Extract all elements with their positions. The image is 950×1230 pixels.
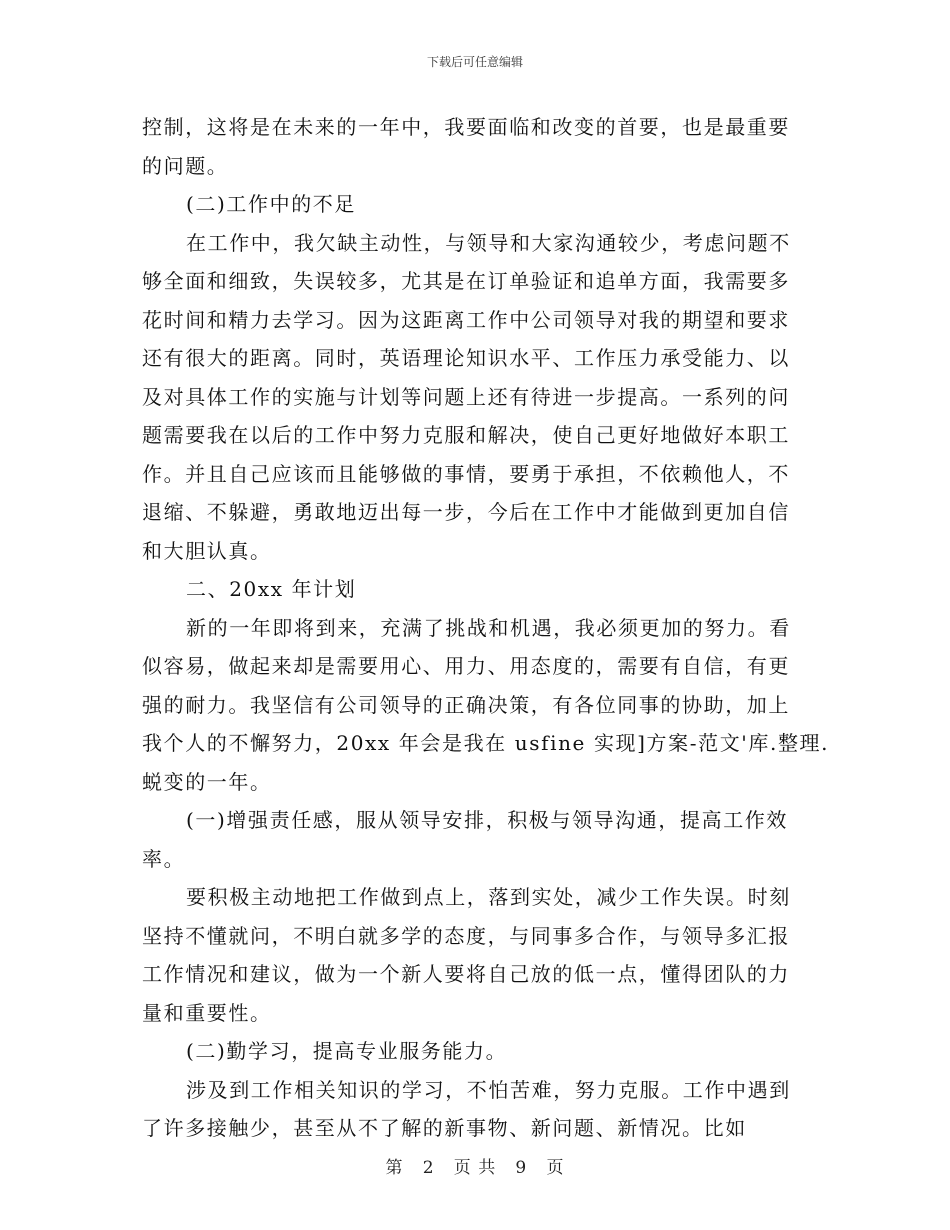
text-line: 新的一年即将到来，充满了挑战和机遇，我必须更加的努力。看 [186,615,791,640]
footer-prefix: 第 [385,1158,404,1178]
footer-current-page: 2 [422,1158,435,1178]
text-line: 率。 [142,846,186,871]
text-line: 我个人的不懈努力，20xx 年会是我在 usfine 实现]方案-范文'库.整理. [142,731,830,755]
page-footer [0,1153,950,1178]
footer-suffix: 页 [546,1158,565,1178]
text-line: (一)增强责任感，服从领导安排，积极与领导沟通，提高工作效 [186,808,789,832]
text-line: 退缩、不躲避，勇敢地迈出每一步，今后在工作中才能做到更加自信 [142,500,790,524]
text-line: (二)勤学习，提高专业服务能力。 [186,1039,508,1063]
text-line: 够全面和细致，失误较多，尤其是在订单验证和追单方面，我需要多 [142,269,790,293]
footer-middle: 页 共 [453,1158,497,1178]
text-line: 工作情况和建议，做为一个新人要将自己放的低一点，懂得团队的力 [142,962,790,986]
text-line: 控制，这将是在未来的一年中，我要面临和改变的首要，也是最重要 [142,115,790,139]
page-header-note: 下载后可任意编辑 [426,55,523,69]
text-line: 作。并且自己应该而且能够做的事情，要勇于承担，不依赖他人，不 [142,461,790,486]
text-line: 题需要我在以后的工作中努力克服和解决，使自己更好地做好本职工 [142,423,790,447]
text-line: 量和重要性。 [142,1000,272,1025]
text-line: 的问题。 [142,153,229,178]
footer-total-pages: 9 [515,1158,528,1178]
text-line: 强的耐力。我坚信有公司领导的正确决策，有各位同事的协助，加上 [142,692,790,717]
text-line: 二、20xx 年计划 [186,577,357,601]
text-line: 涉及到工作相关知识的学习，不怕苦难，努力克服。工作中遇到 [186,1077,791,1102]
text-line: 了许多接触少，甚至从不了解的新事物、新问题、新情况。比如 [142,1116,747,1140]
text-line: 蜕变的一年。 [142,769,272,794]
text-line: 和大胆认真。 [142,538,272,563]
text-line: (二)工作中的不足 [186,192,357,216]
text-line: 还有很大的距离。同时，英语理论知识水平、工作压力承受能力、以 [142,346,790,370]
text-line: 在工作中，我欠缺主动性，与领导和大家沟通较少，考虑问题不 [186,230,791,255]
document-body [142,108,830,1148]
text-line: 要积极主动地把工作做到点上，落到实处，减少工作失误。时刻 [186,885,791,909]
text-line: 坚持不懂就问，不明白就多学的态度，与同事多合作，与领导多汇报 [142,923,790,948]
text-line: 似容易，做起来却是需要用心、用力、用态度的，需要有自信，有更 [142,654,790,678]
text-line: 及对具体工作的实施与计划等问题上还有待进一步提高。一系列的问 [142,384,790,409]
text-line: 花时间和精力去学习。因为这距离工作中公司领导对我的期望和要求 [142,307,790,332]
